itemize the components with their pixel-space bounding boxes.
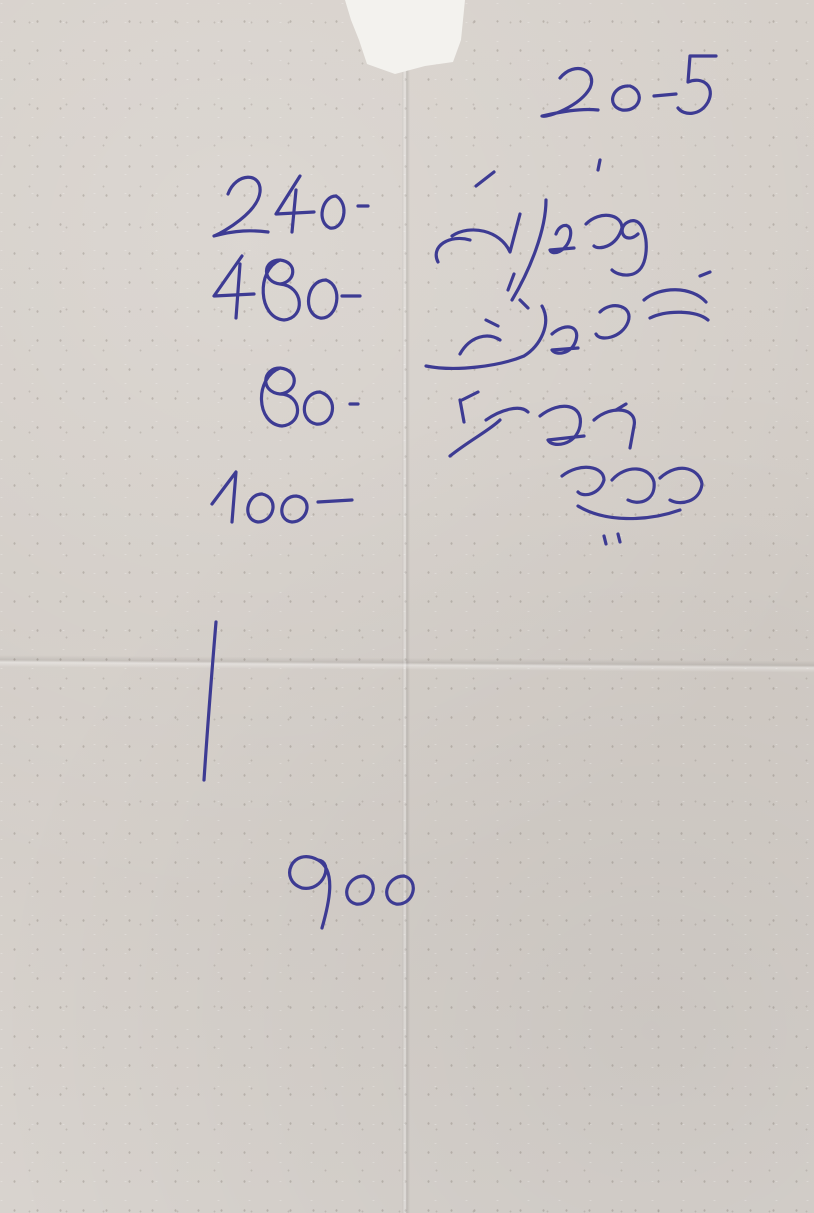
- header-handwriting: [542, 56, 716, 116]
- amount-100-handwriting: [212, 472, 352, 522]
- label-1-handwriting: [436, 160, 646, 300]
- label-4-handwriting: [562, 467, 702, 544]
- amount-240-handwriting: [214, 176, 368, 236]
- amount-80-handwriting: [261, 368, 358, 426]
- total-900-handwriting: [290, 857, 414, 928]
- amount-480-handwriting: [214, 256, 360, 320]
- label-3-handwriting: [450, 392, 634, 456]
- label-2-handwriting: [426, 272, 710, 368]
- divider-stroke: [204, 622, 216, 780]
